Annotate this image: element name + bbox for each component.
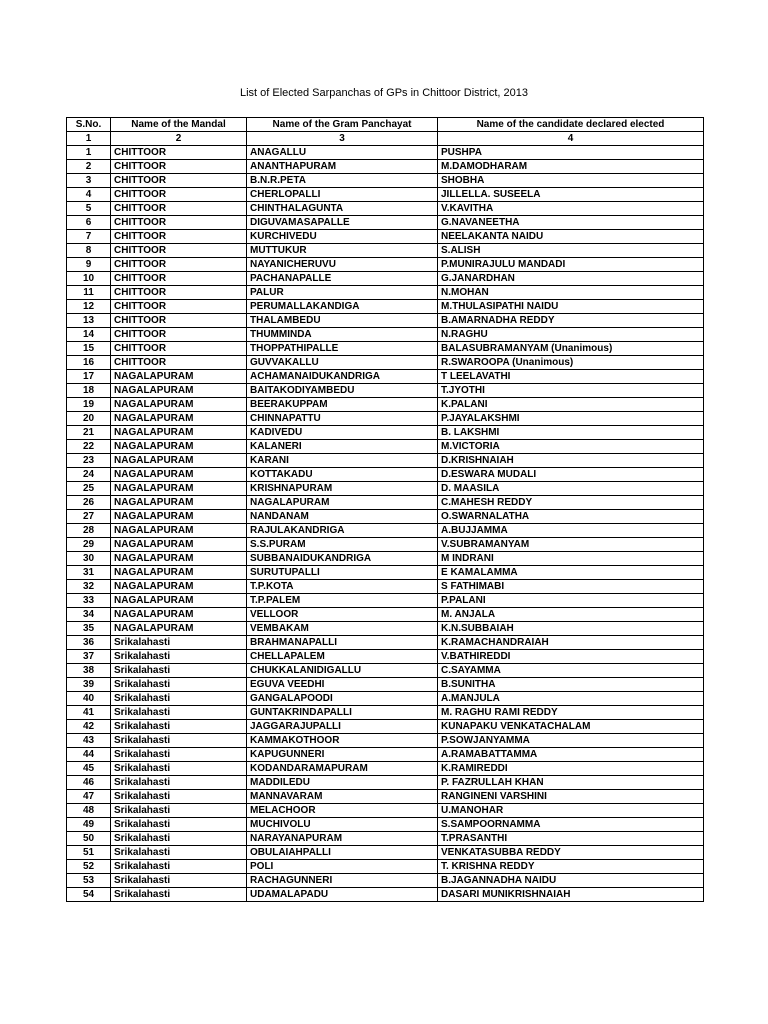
cell-sno: 34 [67,608,111,622]
cell-sno: 50 [67,832,111,846]
cell-candidate: O.SWARNALATHA [438,510,704,524]
cell-mandal: NAGALAPURAM [111,622,247,636]
cell-sno: 37 [67,650,111,664]
cell-candidate: M.VICTORIA [438,440,704,454]
cell-sno: 22 [67,440,111,454]
table-row [67,608,704,622]
cell-mandal: CHITTOOR [111,202,247,216]
cell-mandal: Srikalahasti [111,888,247,902]
cell-gram-panchayat: CHELLAPALEM [247,650,438,664]
cell-gram-panchayat: OBULAIAHPALLI [247,846,438,860]
cell-sno: 40 [67,692,111,706]
cell-sno: 13 [67,314,111,328]
cell-gram-panchayat: NARAYANAPURAM [247,832,438,846]
cell-candidate: S FATHIMABI [438,580,704,594]
table-row [67,188,704,202]
cell-sno: 12 [67,300,111,314]
table-row [67,804,704,818]
column-number: 3 [247,132,438,146]
cell-candidate: P.JAYALAKSHMI [438,412,704,426]
cell-candidate: C.SAYAMMA [438,664,704,678]
table-row [67,720,704,734]
cell-mandal: Srikalahasti [111,720,247,734]
cell-mandal: CHITTOOR [111,300,247,314]
cell-gram-panchayat: KALANERI [247,440,438,454]
cell-mandal: NAGALAPURAM [111,580,247,594]
cell-gram-panchayat: MUTTUKUR [247,244,438,258]
cell-candidate: G.JANARDHAN [438,272,704,286]
cell-mandal: NAGALAPURAM [111,566,247,580]
cell-sno: 20 [67,412,111,426]
table-row [67,384,704,398]
table-row [67,846,704,860]
table-row [67,762,704,776]
cell-gram-panchayat: SUBBANAIDUKANDRIGA [247,552,438,566]
cell-sno: 48 [67,804,111,818]
table-row [67,776,704,790]
cell-gram-panchayat: NAYANICHERUVU [247,258,438,272]
cell-mandal: Srikalahasti [111,636,247,650]
cell-mandal: CHITTOOR [111,244,247,258]
header-candidate: Name of the candidate declared elected [438,118,704,132]
cell-mandal: NAGALAPURAM [111,384,247,398]
header-gram-panchayat: Name of the Gram Panchayat [247,118,438,132]
cell-mandal: NAGALAPURAM [111,510,247,524]
cell-candidate: NEELAKANTA NAIDU [438,230,704,244]
cell-candidate: DASARI MUNIKRISHNAIAH [438,888,704,902]
cell-sno: 16 [67,356,111,370]
table-row [67,594,704,608]
table-row [67,482,704,496]
cell-gram-panchayat: KURCHIVEDU [247,230,438,244]
table-row [67,552,704,566]
cell-mandal: NAGALAPURAM [111,594,247,608]
cell-mandal: CHITTOOR [111,272,247,286]
cell-mandal: NAGALAPURAM [111,496,247,510]
cell-mandal: Srikalahasti [111,678,247,692]
table-row [67,524,704,538]
cell-gram-panchayat: KAMMAKOTHOOR [247,734,438,748]
sarpanch-table [66,117,704,902]
header-row [67,118,704,132]
cell-gram-panchayat: CHUKKALANIDIGALLU [247,664,438,678]
cell-candidate: RANGINENI VARSHINI [438,790,704,804]
cell-candidate: K.N.SUBBAIAH [438,622,704,636]
cell-candidate: T.JYOTHI [438,384,704,398]
cell-sno: 21 [67,426,111,440]
cell-gram-panchayat: GUNTAKRINDAPALLI [247,706,438,720]
cell-candidate: V.BATHIREDDI [438,650,704,664]
cell-gram-panchayat: MELACHOOR [247,804,438,818]
cell-sno: 41 [67,706,111,720]
cell-sno: 33 [67,594,111,608]
cell-sno: 32 [67,580,111,594]
cell-mandal: CHITTOOR [111,216,247,230]
cell-mandal: NAGALAPURAM [111,468,247,482]
cell-mandal: NAGALAPURAM [111,482,247,496]
table-row [67,440,704,454]
cell-mandal: Srikalahasti [111,790,247,804]
cell-gram-panchayat: GANGALAPOODI [247,692,438,706]
cell-sno: 10 [67,272,111,286]
cell-sno: 9 [67,258,111,272]
table-row [67,566,704,580]
cell-candidate: P.PALANI [438,594,704,608]
table-row [67,664,704,678]
cell-gram-panchayat: PERUMALLAKANDIGA [247,300,438,314]
cell-sno: 27 [67,510,111,524]
cell-candidate: B.SUNITHA [438,678,704,692]
cell-mandal: Srikalahasti [111,804,247,818]
table-row [67,874,704,888]
cell-sno: 30 [67,552,111,566]
cell-sno: 7 [67,230,111,244]
cell-sno: 14 [67,328,111,342]
cell-gram-panchayat: CHINNAPATTU [247,412,438,426]
cell-candidate: T LEELAVATHI [438,370,704,384]
cell-gram-panchayat: BEERAKUPPAM [247,398,438,412]
table-row [67,174,704,188]
cell-mandal: CHITTOOR [111,258,247,272]
table-row [67,412,704,426]
cell-sno: 49 [67,818,111,832]
cell-gram-panchayat: KRISHNAPURAM [247,482,438,496]
cell-candidate: KUNAPAKU VENKATACHALAM [438,720,704,734]
cell-candidate: M.THULASIPATHI NAIDU [438,300,704,314]
cell-sno: 26 [67,496,111,510]
cell-mandal: CHITTOOR [111,146,247,160]
cell-mandal: NAGALAPURAM [111,398,247,412]
cell-sno: 1 [67,146,111,160]
cell-mandal: Srikalahasti [111,818,247,832]
column-number: 2 [111,132,247,146]
cell-mandal: Srikalahasti [111,650,247,664]
table-row [67,832,704,846]
cell-candidate: A.BUJJAMMA [438,524,704,538]
cell-gram-panchayat: ACHAMANAIDUKANDRIGA [247,370,438,384]
cell-sno: 6 [67,216,111,230]
cell-gram-panchayat: THOPPATHIPALLE [247,342,438,356]
cell-sno: 43 [67,734,111,748]
cell-gram-panchayat: CHERLOPALLI [247,188,438,202]
cell-candidate: N.MOHAN [438,286,704,300]
table-row [67,202,704,216]
column-number-row [67,132,704,146]
table-row [67,272,704,286]
cell-candidate: JILLELLA. SUSEELA [438,188,704,202]
cell-gram-panchayat: ANAGALLU [247,146,438,160]
cell-gram-panchayat: JAGGARAJUPALLI [247,720,438,734]
table-row [67,426,704,440]
cell-sno: 52 [67,860,111,874]
cell-gram-panchayat: KARANI [247,454,438,468]
cell-candidate: B.AMARNADHA REDDY [438,314,704,328]
column-number: 1 [67,132,111,146]
cell-candidate: BALASUBRAMANYAM (Unanimous) [438,342,704,356]
cell-gram-panchayat: SURUTUPALLI [247,566,438,580]
cell-mandal: NAGALAPURAM [111,440,247,454]
cell-gram-panchayat: PALUR [247,286,438,300]
cell-candidate: P.MUNIRAJULU MANDADI [438,258,704,272]
cell-mandal: CHITTOOR [111,188,247,202]
cell-mandal: Srikalahasti [111,734,247,748]
cell-sno: 38 [67,664,111,678]
cell-mandal: CHITTOOR [111,314,247,328]
table-row [67,468,704,482]
cell-gram-panchayat: UDAMALAPADU [247,888,438,902]
cell-sno: 53 [67,874,111,888]
cell-gram-panchayat: EGUVA VEEDHI [247,678,438,692]
cell-candidate: V.SUBRAMANYAM [438,538,704,552]
table-row [67,818,704,832]
cell-gram-panchayat: RAJULAKANDRIGA [247,524,438,538]
cell-sno: 3 [67,174,111,188]
table-row [67,790,704,804]
cell-gram-panchayat: MANNAVARAM [247,790,438,804]
cell-candidate: G.NAVANEETHA [438,216,704,230]
cell-candidate: B.JAGANNADHA NAIDU [438,874,704,888]
cell-candidate: M. ANJALA [438,608,704,622]
cell-sno: 35 [67,622,111,636]
cell-candidate: D. MAASILA [438,482,704,496]
cell-mandal: NAGALAPURAM [111,454,247,468]
cell-candidate: U.MANOHAR [438,804,704,818]
cell-gram-panchayat: B.N.R.PETA [247,174,438,188]
table-row [67,538,704,552]
cell-candidate: T.PRASANTHI [438,832,704,846]
cell-gram-panchayat: MUCHIVOLU [247,818,438,832]
cell-candidate: PUSHPA [438,146,704,160]
cell-candidate: M.DAMODHARAM [438,160,704,174]
cell-mandal: Srikalahasti [111,762,247,776]
cell-mandal: Srikalahasti [111,860,247,874]
cell-mandal: CHITTOOR [111,342,247,356]
table-row [67,734,704,748]
table-row [67,454,704,468]
cell-candidate: R.SWAROOPA (Unanimous) [438,356,704,370]
cell-sno: 11 [67,286,111,300]
cell-sno: 45 [67,762,111,776]
table-row [67,258,704,272]
cell-candidate: K.RAMIREDDI [438,762,704,776]
table-row [67,216,704,230]
cell-sno: 31 [67,566,111,580]
cell-candidate: D.KRISHNAIAH [438,454,704,468]
cell-mandal: CHITTOOR [111,356,247,370]
cell-candidate: T. KRISHNA REDDY [438,860,704,874]
cell-gram-panchayat: T.P.KOTA [247,580,438,594]
cell-sno: 8 [67,244,111,258]
cell-gram-panchayat: VEMBAKAM [247,622,438,636]
cell-candidate: A.MANJULA [438,692,704,706]
cell-mandal: CHITTOOR [111,160,247,174]
cell-gram-panchayat: POLI [247,860,438,874]
cell-candidate: SHOBHA [438,174,704,188]
cell-sno: 23 [67,454,111,468]
cell-gram-panchayat: GUVVAKALLU [247,356,438,370]
cell-gram-panchayat: THALAMBEDU [247,314,438,328]
cell-gram-panchayat: ANANTHAPURAM [247,160,438,174]
table-row [67,580,704,594]
cell-candidate: D.ESWARA MUDALI [438,468,704,482]
cell-mandal: NAGALAPURAM [111,552,247,566]
table-row [67,342,704,356]
cell-sno: 29 [67,538,111,552]
cell-gram-panchayat: BAITAKODIYAMBEDU [247,384,438,398]
table-row [67,692,704,706]
cell-gram-panchayat: BRAHMANAPALLI [247,636,438,650]
header-sno: S.No. [67,118,111,132]
cell-gram-panchayat: THUMMINDA [247,328,438,342]
table-row [67,860,704,874]
cell-gram-panchayat: VELLOOR [247,608,438,622]
cell-gram-panchayat: NAGALAPURAM [247,496,438,510]
table-row [67,398,704,412]
cell-gram-panchayat: DIGUVAMASAPALLE [247,216,438,230]
cell-mandal: Srikalahasti [111,706,247,720]
table-row [67,622,704,636]
cell-sno: 36 [67,636,111,650]
cell-sno: 15 [67,342,111,356]
cell-sno: 4 [67,188,111,202]
cell-candidate: K.RAMACHANDRAIAH [438,636,704,650]
table-row [67,314,704,328]
table-row [67,510,704,524]
cell-mandal: Srikalahasti [111,874,247,888]
cell-mandal: NAGALAPURAM [111,412,247,426]
table-row [67,244,704,258]
table-row [67,328,704,342]
cell-candidate: V.KAVITHA [438,202,704,216]
cell-gram-panchayat: NANDANAM [247,510,438,524]
cell-gram-panchayat: S.S.PURAM [247,538,438,552]
cell-candidate: VENKATASUBBA REDDY [438,846,704,860]
cell-gram-panchayat: PACHANAPALLE [247,272,438,286]
cell-gram-panchayat: CHINTHALAGUNTA [247,202,438,216]
cell-gram-panchayat: KAPUGUNNERI [247,748,438,762]
cell-sno: 47 [67,790,111,804]
cell-sno: 24 [67,468,111,482]
cell-mandal: Srikalahasti [111,748,247,762]
header-mandal: Name of the Mandal [111,118,247,132]
cell-mandal: Srikalahasti [111,846,247,860]
cell-mandal: CHITTOOR [111,328,247,342]
table-row [67,160,704,174]
cell-sno: 42 [67,720,111,734]
cell-sno: 19 [67,398,111,412]
cell-gram-panchayat: KODANDARAMAPURAM [247,762,438,776]
cell-mandal: Srikalahasti [111,832,247,846]
table-row [67,286,704,300]
cell-sno: 5 [67,202,111,216]
table-header [67,118,704,146]
table-row [67,888,704,902]
column-number: 4 [438,132,704,146]
cell-sno: 39 [67,678,111,692]
cell-mandal: Srikalahasti [111,776,247,790]
cell-mandal: CHITTOOR [111,174,247,188]
cell-sno: 28 [67,524,111,538]
cell-gram-panchayat: T.P.PALEM [247,594,438,608]
cell-candidate: P. FAZRULLAH KHAN [438,776,704,790]
cell-mandal: NAGALAPURAM [111,538,247,552]
cell-candidate: M. RAGHU RAMI REDDY [438,706,704,720]
table-row [67,300,704,314]
cell-mandal: NAGALAPURAM [111,426,247,440]
cell-candidate: C.MAHESH REDDY [438,496,704,510]
cell-sno: 17 [67,370,111,384]
cell-mandal: NAGALAPURAM [111,524,247,538]
cell-mandal: NAGALAPURAM [111,608,247,622]
table-row [67,356,704,370]
cell-candidate: S.SAMPOORNAMMA [438,818,704,832]
cell-candidate: B. LAKSHMI [438,426,704,440]
cell-candidate: K.PALANI [438,398,704,412]
cell-candidate: E KAMALAMMA [438,566,704,580]
table-row [67,146,704,160]
cell-sno: 51 [67,846,111,860]
cell-sno: 2 [67,160,111,174]
cell-candidate: S.ALISH [438,244,704,258]
table-body [67,146,704,902]
cell-gram-panchayat: KADIVEDU [247,426,438,440]
table-row [67,650,704,664]
cell-sno: 25 [67,482,111,496]
cell-candidate: P.SOWJANYAMMA [438,734,704,748]
table-row [67,706,704,720]
cell-mandal: CHITTOOR [111,230,247,244]
cell-sno: 18 [67,384,111,398]
cell-mandal: Srikalahasti [111,664,247,678]
cell-gram-panchayat: MADDILEDU [247,776,438,790]
table-row [67,496,704,510]
table-row [67,230,704,244]
cell-gram-panchayat: RACHAGUNNERI [247,874,438,888]
cell-mandal: Srikalahasti [111,692,247,706]
cell-mandal: NAGALAPURAM [111,370,247,384]
cell-candidate: N.RAGHU [438,328,704,342]
table-row [67,748,704,762]
table-row [67,678,704,692]
cell-candidate: M INDRANI [438,552,704,566]
table-row [67,370,704,384]
cell-sno: 44 [67,748,111,762]
table-row [67,636,704,650]
cell-gram-panchayat: KOTTAKADU [247,468,438,482]
document-title: List of Elected Sarpanchas of GPs in Chittoor District, 2013 [240,87,528,99]
cell-mandal: CHITTOOR [111,286,247,300]
cell-sno: 54 [67,888,111,902]
cell-candidate: A.RAMABATTAMMA [438,748,704,762]
cell-sno: 46 [67,776,111,790]
